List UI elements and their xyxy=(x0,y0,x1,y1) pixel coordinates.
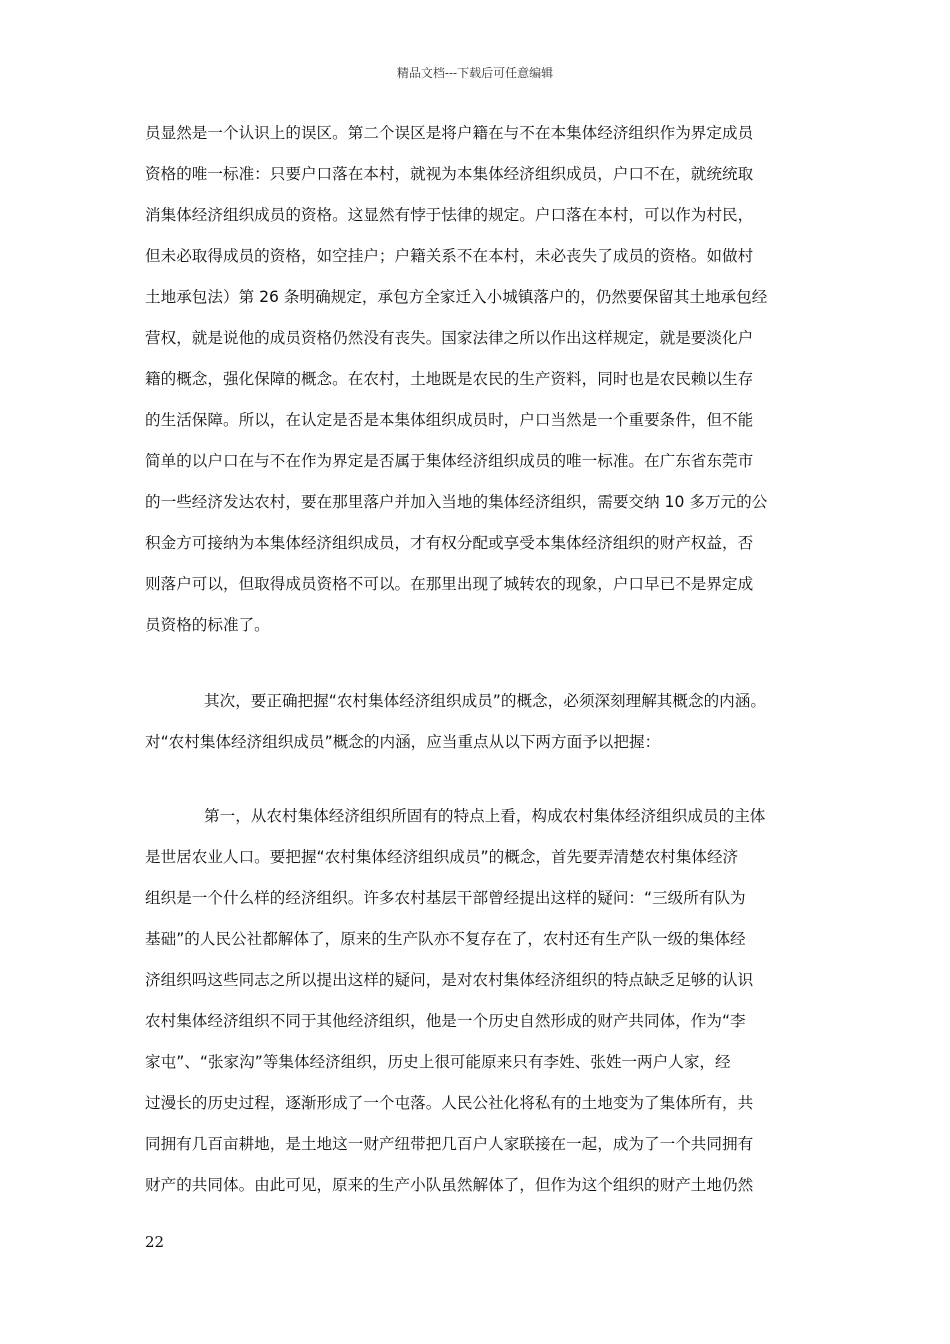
text-line: 同拥有几百亩耕地，是土地这一财产纽带把几百户人家联接在一起，成为了一个共同拥有 xyxy=(145,1135,754,1153)
page-header: 精品文档---下载后可任意编辑 xyxy=(396,66,554,80)
text-line: 土地承包法）第 26 条明确规定，承包方全家迁入小城镇落户的，仍然要保留其土地承包经 xyxy=(145,288,768,306)
text-line: 组织是一个什么样的经济组织。许多农村基层干部曾经提出这样的疑问：“三级所有队为 xyxy=(145,889,746,907)
text-line: 员显然是一个认识上的误区。第二个误区是将户籍在与不在本集体经济组织作为界定成员 xyxy=(145,124,754,142)
text-line: 资格的唯一标准：只要户口落在本村，就视为本集体经济组织成员，户口不在，就统统取 xyxy=(145,165,754,183)
text-line: 积金方可接纳为本集体经济组织成员，才有权分配或享受本集体经济组织的财产权益，否 xyxy=(145,534,754,552)
text-line: 是世居农业人口。要把握“农村集体经济组织成员”的概念，首先要弄清楚农村集体经济 xyxy=(145,848,739,866)
text-line: 员资格的标准了。 xyxy=(145,616,270,634)
page-number: 22 xyxy=(145,1233,165,1251)
text-line: 第一，从农村集体经济组织所固有的特点上看，构成农村集体经济组织成员的主体 xyxy=(204,807,766,825)
text-line: 基础”的人民公社都解体了，原来的生产队亦不复存在了，农村还有生产队一级的集体经 xyxy=(145,930,746,948)
text-line: 的一些经济发达农村，要在那里落户并加入当地的集体经济组织，需要交纳 10 多万元的公 xyxy=(145,493,768,511)
text-line: 营权，就是说他的成员资格仍然没有丧失。国家法律之所以作出这样规定，就是要淡化户 xyxy=(145,329,754,347)
text-line: 对“农村集体经济组织成员”概念的内涵，应当重点从以下两方面予以把握： xyxy=(145,733,661,751)
text-line: 其次，要正确把握“农村集体经济组织成员”的概念，必须深刻理解其概念的内涵。 xyxy=(204,692,766,710)
paragraph-1 xyxy=(145,123,767,656)
text-line: 简单的以户口在与不在作为界定是否属于集体经济组织成员的唯一标准。在广东省东莞市 xyxy=(145,452,754,470)
text-line: 济组织吗这些同志之所以提出这样的疑问，是对农村集体经济组织的特点缺乏足够的认识 xyxy=(145,971,754,989)
text-line: 的生活保障。所以，在认定是否是本集体组织成员时，户口当然是一个重要条件，但不能 xyxy=(145,411,754,429)
text-line: 消集体经济组织成员的资格。这显然有悖于怯律的规定。户口落在本村，可以作为村民， xyxy=(145,206,754,224)
text-line: 但未必取得成员的资格，如空挂户；户籍关系不在本村，未必丧失了成员的资格。如做村 xyxy=(145,247,754,265)
text-line: 财产的共同体。由此可见，原来的生产小队虽然解体了，但作为这个组织的财产土地仍然 xyxy=(145,1176,754,1194)
text-line: 农村集体经济组织不同于其他经济组织，他是一个历史自然形成的财产共同体，作为“李 xyxy=(145,1012,746,1030)
text-line: 家屯”、“张家沟”等集体经济组织，历史上很可能原来只有李姓、张姓一两户人家，经 xyxy=(145,1053,731,1071)
paragraph-2 xyxy=(145,691,766,773)
text-line: 籍的概念，强化保障的概念。在农村，土地既是农民的生产资料，同时也是农民赖以生存 xyxy=(145,370,754,388)
paragraph-3 xyxy=(145,806,765,1216)
text-line: 过漫长的历史过程，逐渐形成了一个屯落。人民公社化将私有的土地变为了集体所有，共 xyxy=(145,1094,754,1112)
text-line: 则落户可以，但取得成员资格不可以。在那里出现了城转农的现象，户口早已不是界定成 xyxy=(145,575,754,593)
